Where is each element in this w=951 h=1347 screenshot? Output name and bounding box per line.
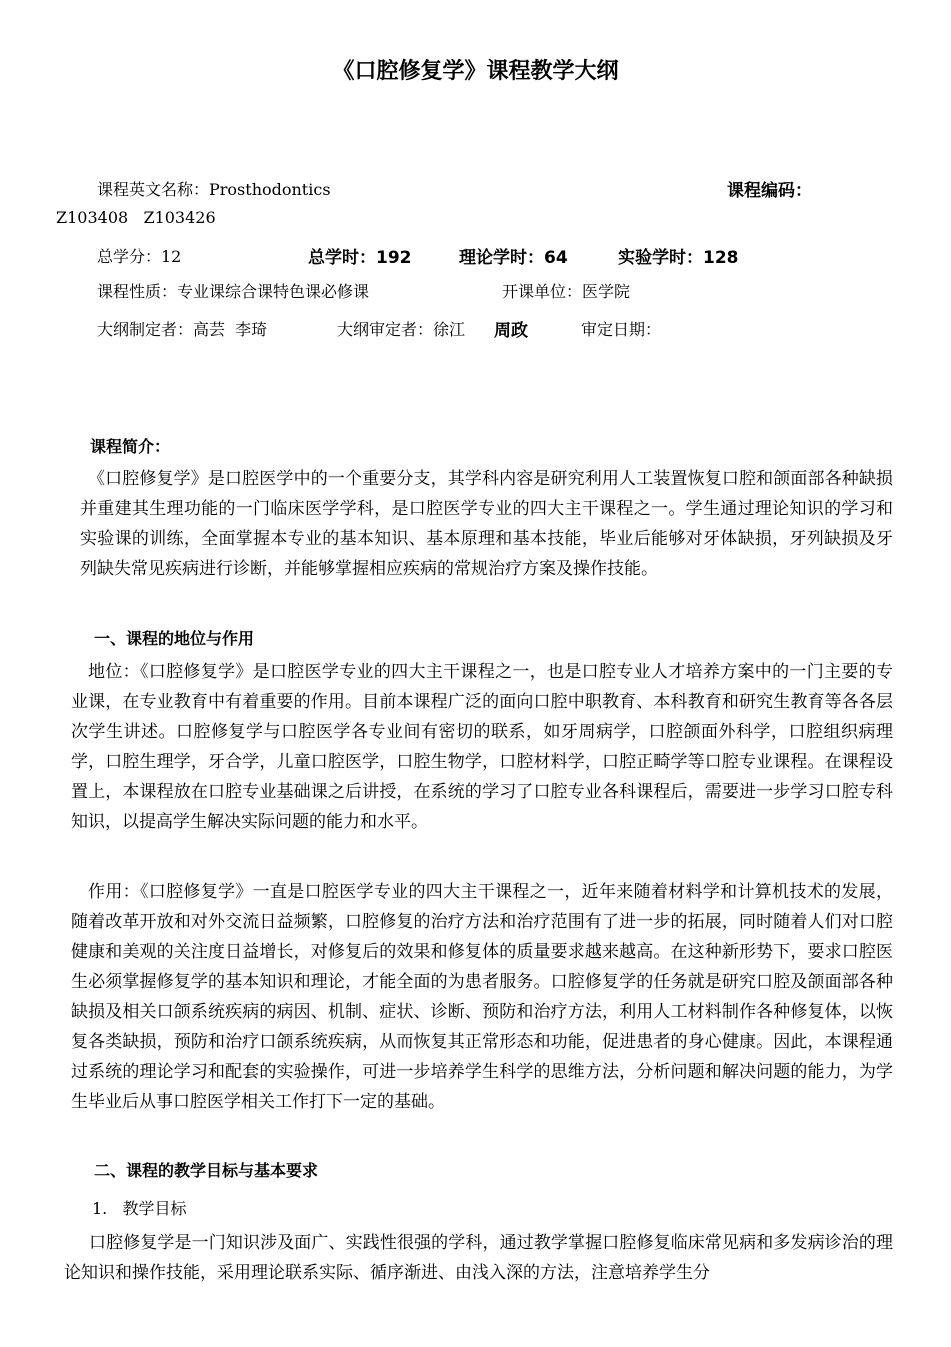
section2-heading: 二、课程的教学目标与基本要求 (94, 1161, 319, 1180)
section2-subheading-1: 1. 教学目标 (92, 1199, 187, 1218)
review-date: 审定日期： (581, 320, 662, 339)
theory-hours: 理论学时：64 (459, 248, 568, 268)
total-credits: 总学分：12 (97, 247, 182, 266)
offering-unit: 开课单位：医学院 (502, 282, 631, 301)
total-hours: 总学时：192 (308, 248, 412, 268)
course-code-label: 课程编码： (727, 181, 812, 201)
lab-hours: 实验学时：128 (618, 248, 739, 268)
outline-author: 大纲制定者：高芸 李琦 (97, 320, 268, 339)
outline-reviewer-extra: 周政 (494, 321, 528, 341)
course-nature: 课程性质：专业课综合课特色课必修课 (97, 282, 370, 301)
section1-role-paragraph: 作用：《口腔修复学》一直是口腔医学专业的四大主干课程之一，近年来随着材料学和计算机技术的发展，随着改革开放和对外交流日益频繁，口腔修复的治疗方法和治疗范围有了进一步的拓展，同时随着人们对口腔健康和美观的关注度日益增长，对修复后的效果和修复体的质量要求越来越高。在这种新形势下，要求口腔医生必须掌握修复学的基本知识和理论，才能全面的为患者服务。口腔修复学的任务就是研究口腔及颌面部各种缺损及相关口颌系统疾病的病因、机制、症状、诊断、预防和治疗方法，利用人工材料制作各种修复体，以恢复各类缺损，预防和治疗口颌系统疾病，从而恢复其正常形态和功能，促进患者的身心健康。因此，本课程通过系统的理论学习和配套的实验操作，可进一步培养学生科学的思维方法，分析问题和解决问题的能力，为学生毕业后从事口腔医学相关工作打下一定的基础。 (71, 882, 893, 1112)
english-name: 课程英文名称：Prosthodontics (97, 180, 331, 199)
intro-paragraph: 《口腔修复学》是口腔医学中的一个重要分支，其学科内容是研究利用人工装置恢复口腔和颌面部各种缺损并重建其生理功能的一门临床医学学科，是口腔医学专业的四大主干课程之一。学生通过理论知识的学习和实验课的训练，全面掌握本专业的基本知识、基本原理和基本技能，毕业后能够对牙体缺损，牙列缺损及牙列缺失常见疾病进行诊断，并能够掌握相应疾病的常规治疗方案及操作技能。 (80, 469, 893, 579)
intro-heading: 课程简介： (90, 437, 171, 456)
section2-goal-paragraph: 口腔修复学是一门知识涉及面广、实践性很强的学科，通过教学掌握口腔修复临床常见病和多发病诊治的理论知识和操作技能，采用理论联系实际、循序渐进、由浅入深的方法，注意培养学生分 (64, 1233, 893, 1283)
section1-position-paragraph: 地位：《口腔修复学》是口腔医学专业的四大主干课程之一，也是口腔专业人才培养方案中的一门主要的专业课，在专业教育中有着重要的作用。目前本课程广泛的面向口腔中职教育、本科教育和研究生教育等各各层次学生讲述。口腔修复学与口腔医学各专业间有密切的联系，如牙周病学，口腔颌面外科学，口腔组织病理学，口腔生理学，牙合学，儿童口腔医学，口腔生物学，口腔材料学，口腔正畸学等口腔专业课程。在课程设置上，本课程放在口腔专业基础课之后讲授，在系统的学习了口腔专业各科课程后，需要进一步学习口腔专科知识，以提高学生解决实际问题的能力和水平。 (71, 662, 893, 832)
course-code-value: Z103408 Z103426 (56, 208, 216, 227)
page-title: 《口腔修复学》课程教学大纲 (332, 59, 619, 84)
section1-heading: 一、课程的地位与作用 (94, 629, 255, 648)
outline-reviewer: 大纲审定者：徐江 (337, 320, 466, 339)
